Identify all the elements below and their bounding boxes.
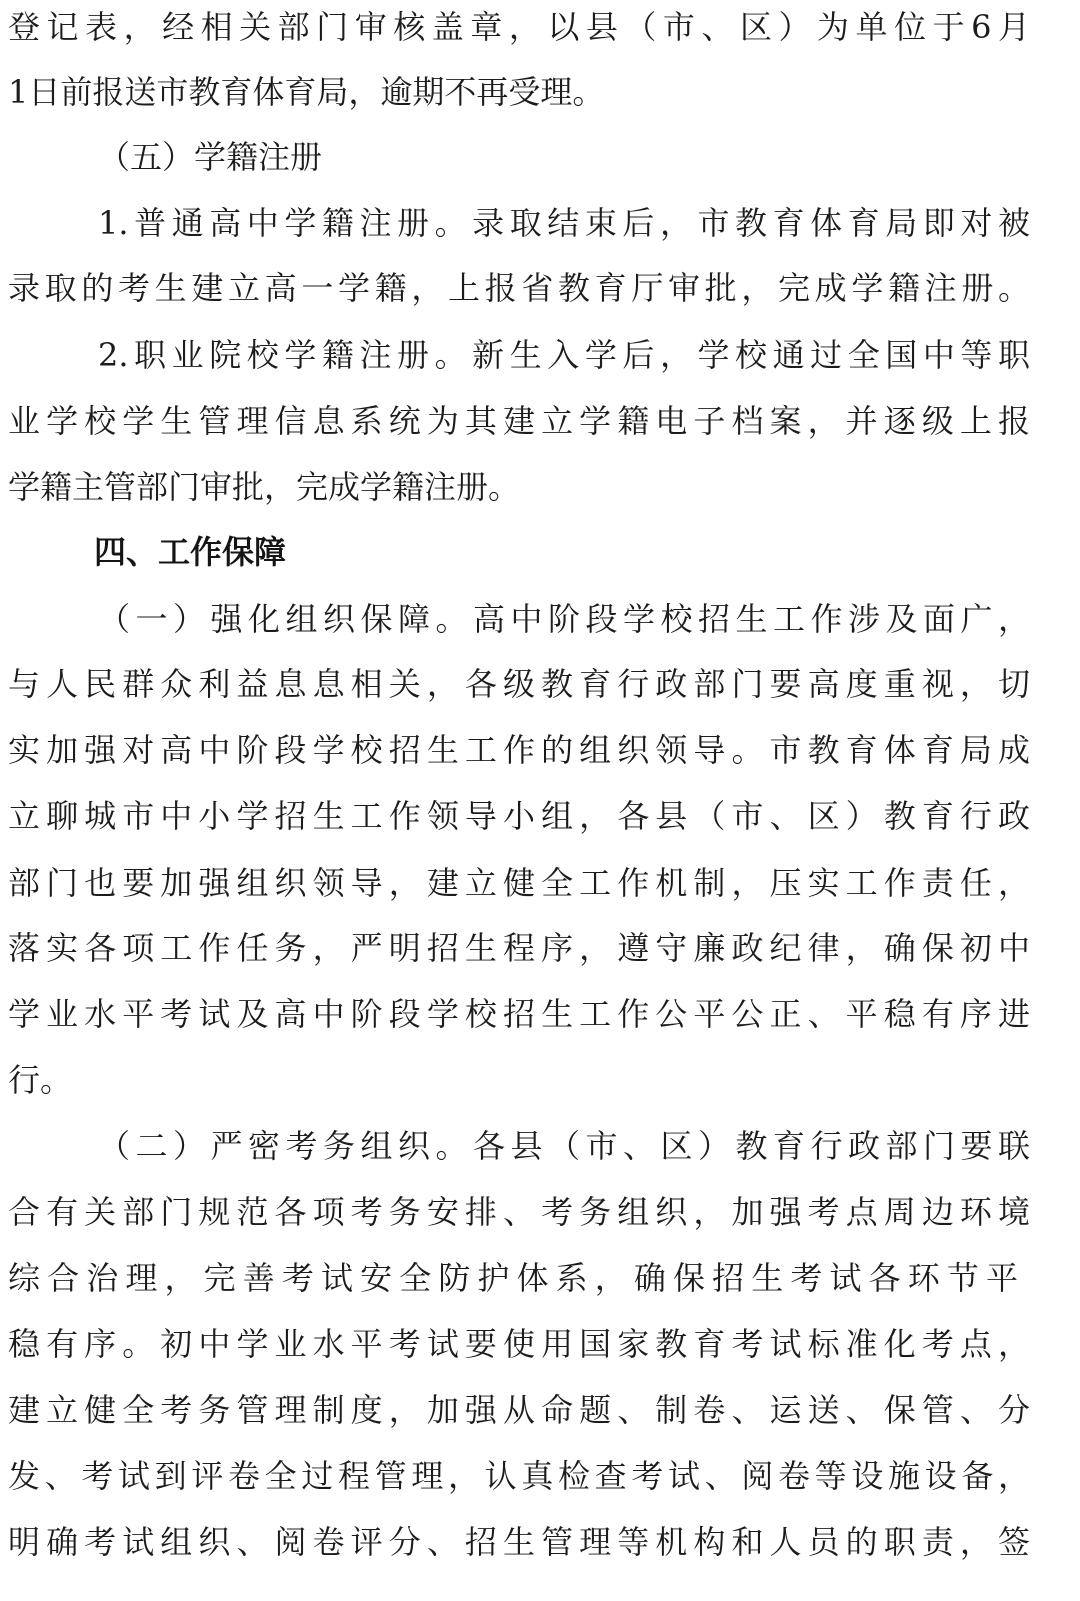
text-line: 学籍主管部门审批，完成学籍注册。 [8, 468, 521, 506]
text-line: 录取的考生建立高一学籍，上报省教育厅审批，完成学籍注册。 [8, 269, 1030, 307]
text-line: 立聊城市中小学招生工作领导小组，各县（市、区）教育行政 [8, 797, 1030, 835]
text-line: 稳有序。初中学业水平考试要使用国家教育考试标准化考点， [8, 1325, 1030, 1363]
text-line: 登记表，经相关部门审核盖章，以县（市、区）为单位于6月 [8, 8, 1030, 46]
text-line: 发、考试到评卷全过程管理，认真检查考试、阅卷等设施设备， [8, 1457, 1030, 1495]
text-line: （二）严密考务组织。各县（市、区）教育行政部门要联 [98, 1127, 1030, 1165]
section-heading: 四、工作保障 [94, 533, 287, 571]
text-line: 1日前报送市教育体育局，逾期不再受理。 [8, 73, 605, 111]
text-line: 合有关部门规范各项考务安排、考务组织，加强考点周边环境 [8, 1193, 1030, 1231]
text-line: 2.职业院校学籍注册。新生入学后，学校通过全国中等职 [98, 336, 1030, 374]
text-line: 1.普通高中学籍注册。录取结束后，市教育体育局即对被 [98, 204, 1030, 242]
text-line: 建立健全考务管理制度，加强从命题、制卷、运送、保管、分 [8, 1391, 1030, 1429]
text-line: 部门也要加强组织领导，建立健全工作机制，压实工作责任， [8, 864, 1030, 902]
text-line: 落实各项工作任务，严明招生程序，遵守廉政纪律，确保初中 [8, 929, 1030, 967]
text-line: 学业水平考试及高中阶段学校招生工作公平公正、平稳有序进 [8, 995, 1030, 1033]
text-line: 与人民群众利益息息相关，各级教育行政部门要高度重视，切 [8, 665, 1030, 703]
text-line: 实加强对高中阶段学校招生工作的组织领导。市教育体育局成 [8, 731, 1030, 769]
text-line: （一）强化组织保障。高中阶段学校招生工作涉及面广， [98, 600, 1030, 638]
text-line: 综合治理，完善考试安全防护体系，确保招生考试各环节平 [8, 1259, 1018, 1297]
section-subheading: （五）学籍注册 [98, 138, 323, 176]
text-line: 明确考试组织、阅卷评分、招生管理等机构和人员的职责，签 [8, 1523, 1030, 1561]
text-line: 业学校学生管理信息系统为其建立学籍电子档案，并逐级上报 [8, 402, 1030, 440]
text-line: 行。 [8, 1061, 73, 1099]
